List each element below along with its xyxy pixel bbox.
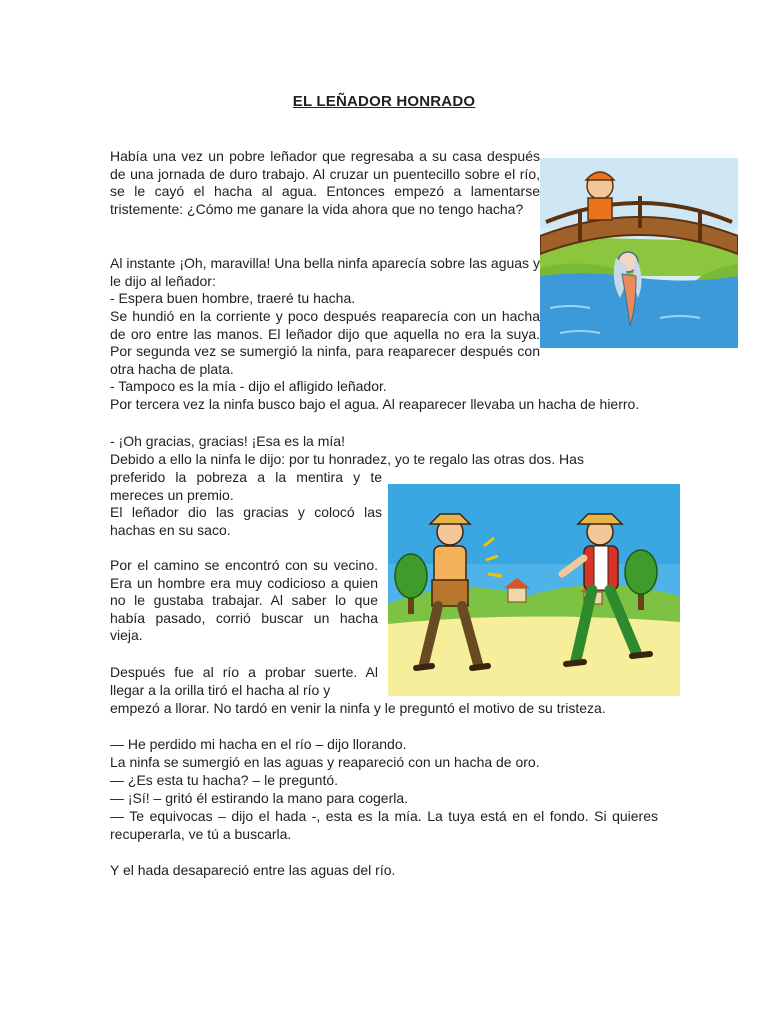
paragraph-16: — Te equivocas – dijo el hada -, esta es la mía. La tuya está en el fondo. Si quieres recuperarla, ve tú a buscarla. — [110, 808, 658, 842]
paragraph-17: Y el hada desapareció entre las aguas del río. — [110, 862, 396, 878]
page-title: EL LEÑADOR HONRADO — [292, 93, 476, 110]
paragraph-8-line: Debido a ello la ninfa le dijo: por tu honradez, yo te regalo las otras dos. Has — [110, 451, 584, 467]
paragraph-6: Por tercera vez la ninfa busco bajo el agua. Al reaparecer llevaba un hacha de hierro. — [110, 396, 640, 412]
paragraph-12: — He perdido mi hacha en el río – dijo llorando. — [110, 736, 407, 752]
paragraph-13: La ninfa se sumergió en las aguas y reapareció con un hacha de oro. — [110, 754, 540, 770]
paragraph-5: - Tampoco es la mía - dijo el afligido leñador. — [110, 378, 387, 394]
paragraph-1: Había una vez un pobre leñador que regresaba a su casa después de una jornada de duro trabajo. Al cruzar un puentecillo sobre el río, se le cayó el hacha al agua. Entonces empezó a lamentarse tristemente: ¿Cómo me ganare la vida ahora que no tengo hacha? — [110, 148, 540, 217]
paragraph-8-continued: preferido la pobreza a la mentira y te mereces un premio. — [110, 469, 382, 503]
woodcutter-neighbor-illustration — [388, 484, 680, 696]
paragraph-11: Después fue al río a probar suerte. Al llegar a la orilla tiró el hacha al río y — [110, 664, 378, 698]
paragraph-3: - Espera buen hombre, traeré tu hacha. — [110, 290, 356, 306]
paragraph-10: Por el camino se encontró con su vecino. Era un hombre era muy codicioso a quien no le gustaba trabajar. Al saber lo que había pasado, corrió buscar un hacha vieja. — [110, 557, 378, 643]
paragraph-11-continued: empezó a llorar. No tardó en venir la ninfa y le preguntó el motivo de su tristeza. — [110, 700, 606, 716]
paragraph-15: — ¡Sí! – gritó él estirando la mano para cogerla. — [110, 790, 409, 806]
paragraph-14: — ¿Es esta tu hacha? – le preguntó. — [110, 772, 339, 788]
paragraph-9: El leñador dio las gracias y colocó las hachas en su saco. — [110, 504, 382, 538]
paragraph-2: Al instante ¡Oh, maravilla! Una bella ninfa aparecía sobre las aguas y le dijo al leñador: — [110, 255, 540, 289]
bridge-river-illustration — [540, 158, 738, 348]
paragraph-4: Se hundió en la corriente y poco después reaparecía con un hacha de oro entre las manos. El leñador dijo que aquella no era la suya. Por segunda vez se sumergió la ninfa, para reaparecer después con otra hacha de plata. — [110, 308, 540, 377]
paragraph-7: - ¡Oh gracias, gracias! ¡Esa es la mía! — [110, 433, 345, 449]
